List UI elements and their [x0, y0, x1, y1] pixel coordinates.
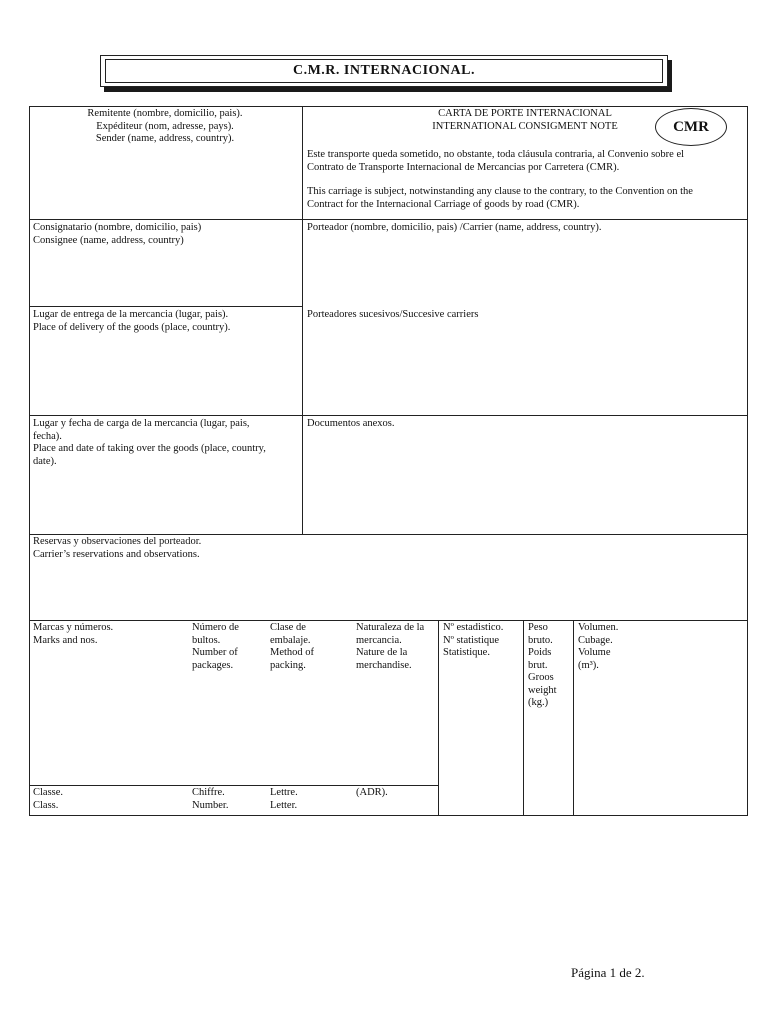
delivery-place-box: [33, 309, 230, 334]
adr-number: [192, 787, 228, 812]
consignee-box: [33, 222, 201, 247]
nature-line3: Nature de la: [356, 647, 408, 658]
adr-letter: [270, 787, 298, 812]
divider-goods-1: [438, 620, 439, 816]
adr-class: [33, 787, 63, 812]
weight-line7: (kg.): [528, 697, 549, 708]
packing-line2: embalaje.: [270, 634, 311, 646]
divider-goods-2: [523, 620, 524, 816]
convention-es-line1: Este transporte queda sometido, no obstante, toda cláusula contraria, al Convenio sobre el: [307, 149, 685, 160]
divider-goods-3: [573, 620, 574, 816]
divider-row-1: [29, 219, 748, 220]
convention-en-line1: This carriage is subject, notwinstanding any clause to the contrary, to the Convention on the: [307, 186, 693, 197]
marks-label-en: Marks and nos.: [33, 634, 98, 646]
divider-adr: [29, 785, 438, 786]
statistical-line3: Statistique.: [443, 647, 490, 658]
taking-over-box: [33, 418, 266, 468]
taking-over-line4: date).: [33, 455, 57, 467]
volume-line3: Volume: [578, 647, 611, 658]
nature-line2: mercancia.: [356, 634, 402, 646]
packing-line1: Clase de: [270, 622, 306, 633]
divider-row-2-left: [29, 306, 302, 307]
page-number: Página 1 de 2.: [571, 965, 645, 980]
statistical-line2: Nº statistique: [443, 634, 500, 646]
sender-box: [40, 108, 290, 146]
adr-number-fr: Chiffre.: [192, 787, 225, 798]
packing-column: [270, 622, 314, 672]
divider-row-4: [29, 534, 748, 535]
packing-line4: packing.: [270, 659, 306, 671]
carrier-box: [307, 222, 602, 235]
sender-label-en: Sender (name, address, country).: [95, 133, 235, 144]
weight-line3: Poids: [528, 647, 552, 658]
adr-label: [356, 787, 388, 800]
nature-column: [356, 622, 424, 672]
volume-line1: Volumen.: [578, 622, 619, 633]
packages-column: [192, 622, 239, 672]
volume-line4: (m³).: [578, 659, 599, 671]
convention-es-line2: Contrato de Transporte Internacional de Mercancias por Carretera (CMR).: [307, 161, 620, 173]
successive-carriers-label: Porteadores sucesivos/Succesive carriers: [307, 309, 479, 320]
carrier-label: Porteador (nombre, domicilio, pais) /Carrier (name, address, country).: [307, 222, 602, 233]
sender-label-es: Remitente (nombre, domicilio, pais).: [87, 108, 243, 119]
taking-over-line2: fecha).: [33, 430, 62, 442]
weight-line1: Peso: [528, 622, 548, 633]
statistical-column: [443, 622, 503, 660]
adr-letter-fr: Lettre.: [270, 787, 298, 798]
adr-class-fr: Classe.: [33, 787, 64, 798]
taking-over-line3: Place and date of taking over the goods (place, country,: [33, 443, 266, 454]
packages-line2: bultos.: [192, 634, 221, 646]
convention-en-line2: Contract for the Internacional Carriage of goods by road (CMR).: [307, 198, 580, 210]
weight-line2: bruto.: [528, 634, 553, 646]
marks-label-es: Marcas y números.: [33, 622, 114, 633]
divider-main-vertical: [302, 106, 303, 534]
divider-row-3: [29, 415, 748, 416]
marks-column: [33, 622, 113, 647]
delivery-label-es: Lugar de entrega de la mercancia (lugar, pais).: [33, 309, 229, 320]
statistical-line1: Nº estadistico.: [443, 622, 504, 633]
sender-label-fr: Expéditeur (nom, adresse, pays).: [96, 120, 234, 132]
reservations-label-es: Reservas y observaciones del porteador.: [33, 536, 202, 547]
packages-line1: Número de: [192, 622, 239, 633]
volume-line2: Cubage.: [578, 634, 613, 646]
packages-line3: Number of: [192, 647, 238, 658]
consignment-title-en: INTERNATIONAL CONSIGMENT NOTE: [432, 120, 618, 132]
consignee-label-es: Consignatario (nombre, domicilio, pais): [33, 222, 202, 233]
nature-line4: merchandise.: [356, 659, 412, 671]
documents-box: [307, 418, 394, 431]
adr-letter-en: Letter.: [270, 799, 298, 811]
consignee-label-en: Consignee (name, address, country): [33, 234, 184, 246]
convention-paragraph-en: [307, 186, 744, 211]
packages-line4: packages.: [192, 659, 234, 671]
successive-carriers-box: [307, 309, 478, 322]
weight-line4: brut.: [528, 659, 548, 671]
nature-line1: Naturaleza de la: [356, 622, 425, 633]
packing-line3: Method of: [270, 647, 315, 658]
consignment-title-es: CARTA DE PORTE INTERNACIONAL: [438, 108, 612, 119]
cmr-badge: CMR: [655, 108, 727, 146]
documents-label: Documentos anexos.: [307, 418, 395, 429]
convention-paragraph-es: [307, 149, 744, 174]
consignment-header: [360, 108, 690, 133]
adr-number-en: Number.: [192, 799, 229, 811]
divider-row-5: [29, 620, 748, 621]
taking-over-line1: Lugar y fecha de carga de la mercancia (lugar, pais,: [33, 418, 250, 429]
weight-line6: weight: [528, 684, 557, 696]
reservations-box: [33, 536, 201, 561]
weight-line5: Groos: [528, 672, 554, 683]
adr-text: (ADR).: [356, 787, 388, 798]
page-title: C.M.R. INTERNACIONAL.: [105, 59, 663, 83]
volume-column: [578, 622, 618, 672]
reservations-label-en: Carrier’s reservations and observations.: [33, 548, 200, 560]
weight-column: [528, 622, 557, 710]
delivery-label-en: Place of delivery of the goods (place, country).: [33, 321, 231, 333]
adr-class-en: Class.: [33, 799, 59, 811]
